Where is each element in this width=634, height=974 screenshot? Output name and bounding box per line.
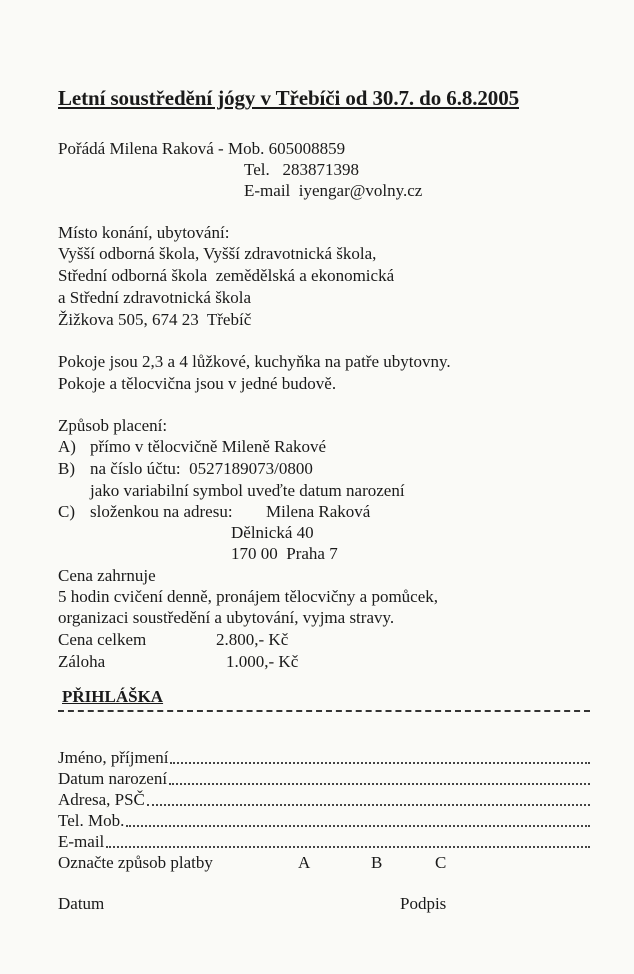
divider [58,710,590,712]
venue-line: Vyšší odborná škola, Vyšší zdravotnická škola, [58,244,377,263]
payment-option-a: přímo v tělocvičně Mileně Rakové [90,437,327,456]
organizer-email: E-mail iyengar@volny.cz [244,181,423,200]
payment-option-b-note: jako variabilní symbol uveďte datum narození [90,481,405,500]
address-input-line[interactable] [147,803,590,806]
venue-line: Střední odborná škola zemědělská a ekonomická [58,266,395,285]
organizer-line: Pořádá Milena Raková - Mob. 605008859 [58,139,346,158]
name-field[interactable] [58,748,590,768]
rooms-line: Pokoje jsou 2,3 a 4 lůžkové, kuchyňka na patře ubytovny. [58,352,451,371]
payment-option-b-letter: B) [58,459,75,478]
payment-choice-a[interactable]: A [298,853,311,872]
rooms-line: Pokoje a tělocvična jsou v jedné budově. [58,374,337,393]
price-total-value: 2.800,- Kč [216,630,289,649]
price-line: 5 hodin cvičení denně, pronájem tělocvičny a pomůcek, [58,587,439,606]
email-label: E-mail [58,832,105,851]
tel-label: Tel. Mob. [58,811,125,830]
payment-choice-b[interactable]: B [371,853,383,872]
payment-option-a-letter: A) [58,437,76,456]
address-label: Adresa, PSČ [58,790,145,809]
venue-line: a Střední zdravotnická škola [58,288,252,307]
payment-heading: Způsob placení: [58,416,168,435]
price-deposit-label: Záloha [58,652,106,671]
payment-option-c-name: Milena Raková [266,502,371,521]
address-field[interactable] [58,790,590,810]
birth-field[interactable] [58,769,590,789]
price-line: organizaci soustředění a ubytování, vyjma stravy. [58,608,395,627]
tel-field[interactable] [58,811,590,831]
payment-option-c-letter: C) [58,502,75,521]
venue-line: Žižkova 505, 674 23 Třebíč [58,310,252,329]
email-field[interactable] [58,832,590,852]
tel-input-line[interactable] [126,824,590,827]
price-total-label: Cena celkem [58,630,147,649]
payment-method-label: Označte způsob platby [58,853,213,872]
form-heading: PŘIHLÁŠKA [62,687,164,706]
organizer-tel: Tel. 283871398 [244,160,359,179]
payment-option-b: na číslo účtu: 0527189073/0800 [90,459,313,478]
date-label: Datum [58,894,105,913]
birth-input-line[interactable] [169,782,590,785]
page-title: Letní soustředění jógy v Třebíči od 30.7. do 6.8.2005 [58,86,519,110]
venue-heading: Místo konání, ubytování: [58,223,230,242]
payment-choice-c[interactable]: C [435,853,447,872]
name-label: Jméno, příjmení [58,748,169,767]
payment-option-c-street: Dělnická 40 [231,523,314,542]
price-heading: Cena zahrnuje [58,566,156,585]
payment-option-c-city: 170 00 Praha 7 [231,544,338,563]
payment-option-c: složenkou na adresu: [90,502,233,521]
name-input-line[interactable] [170,761,590,764]
price-deposit-value: 1.000,- Kč [226,652,299,671]
signature-label: Podpis [400,894,447,913]
birth-label: Datum narození [58,769,168,788]
email-input-line[interactable] [106,845,590,848]
